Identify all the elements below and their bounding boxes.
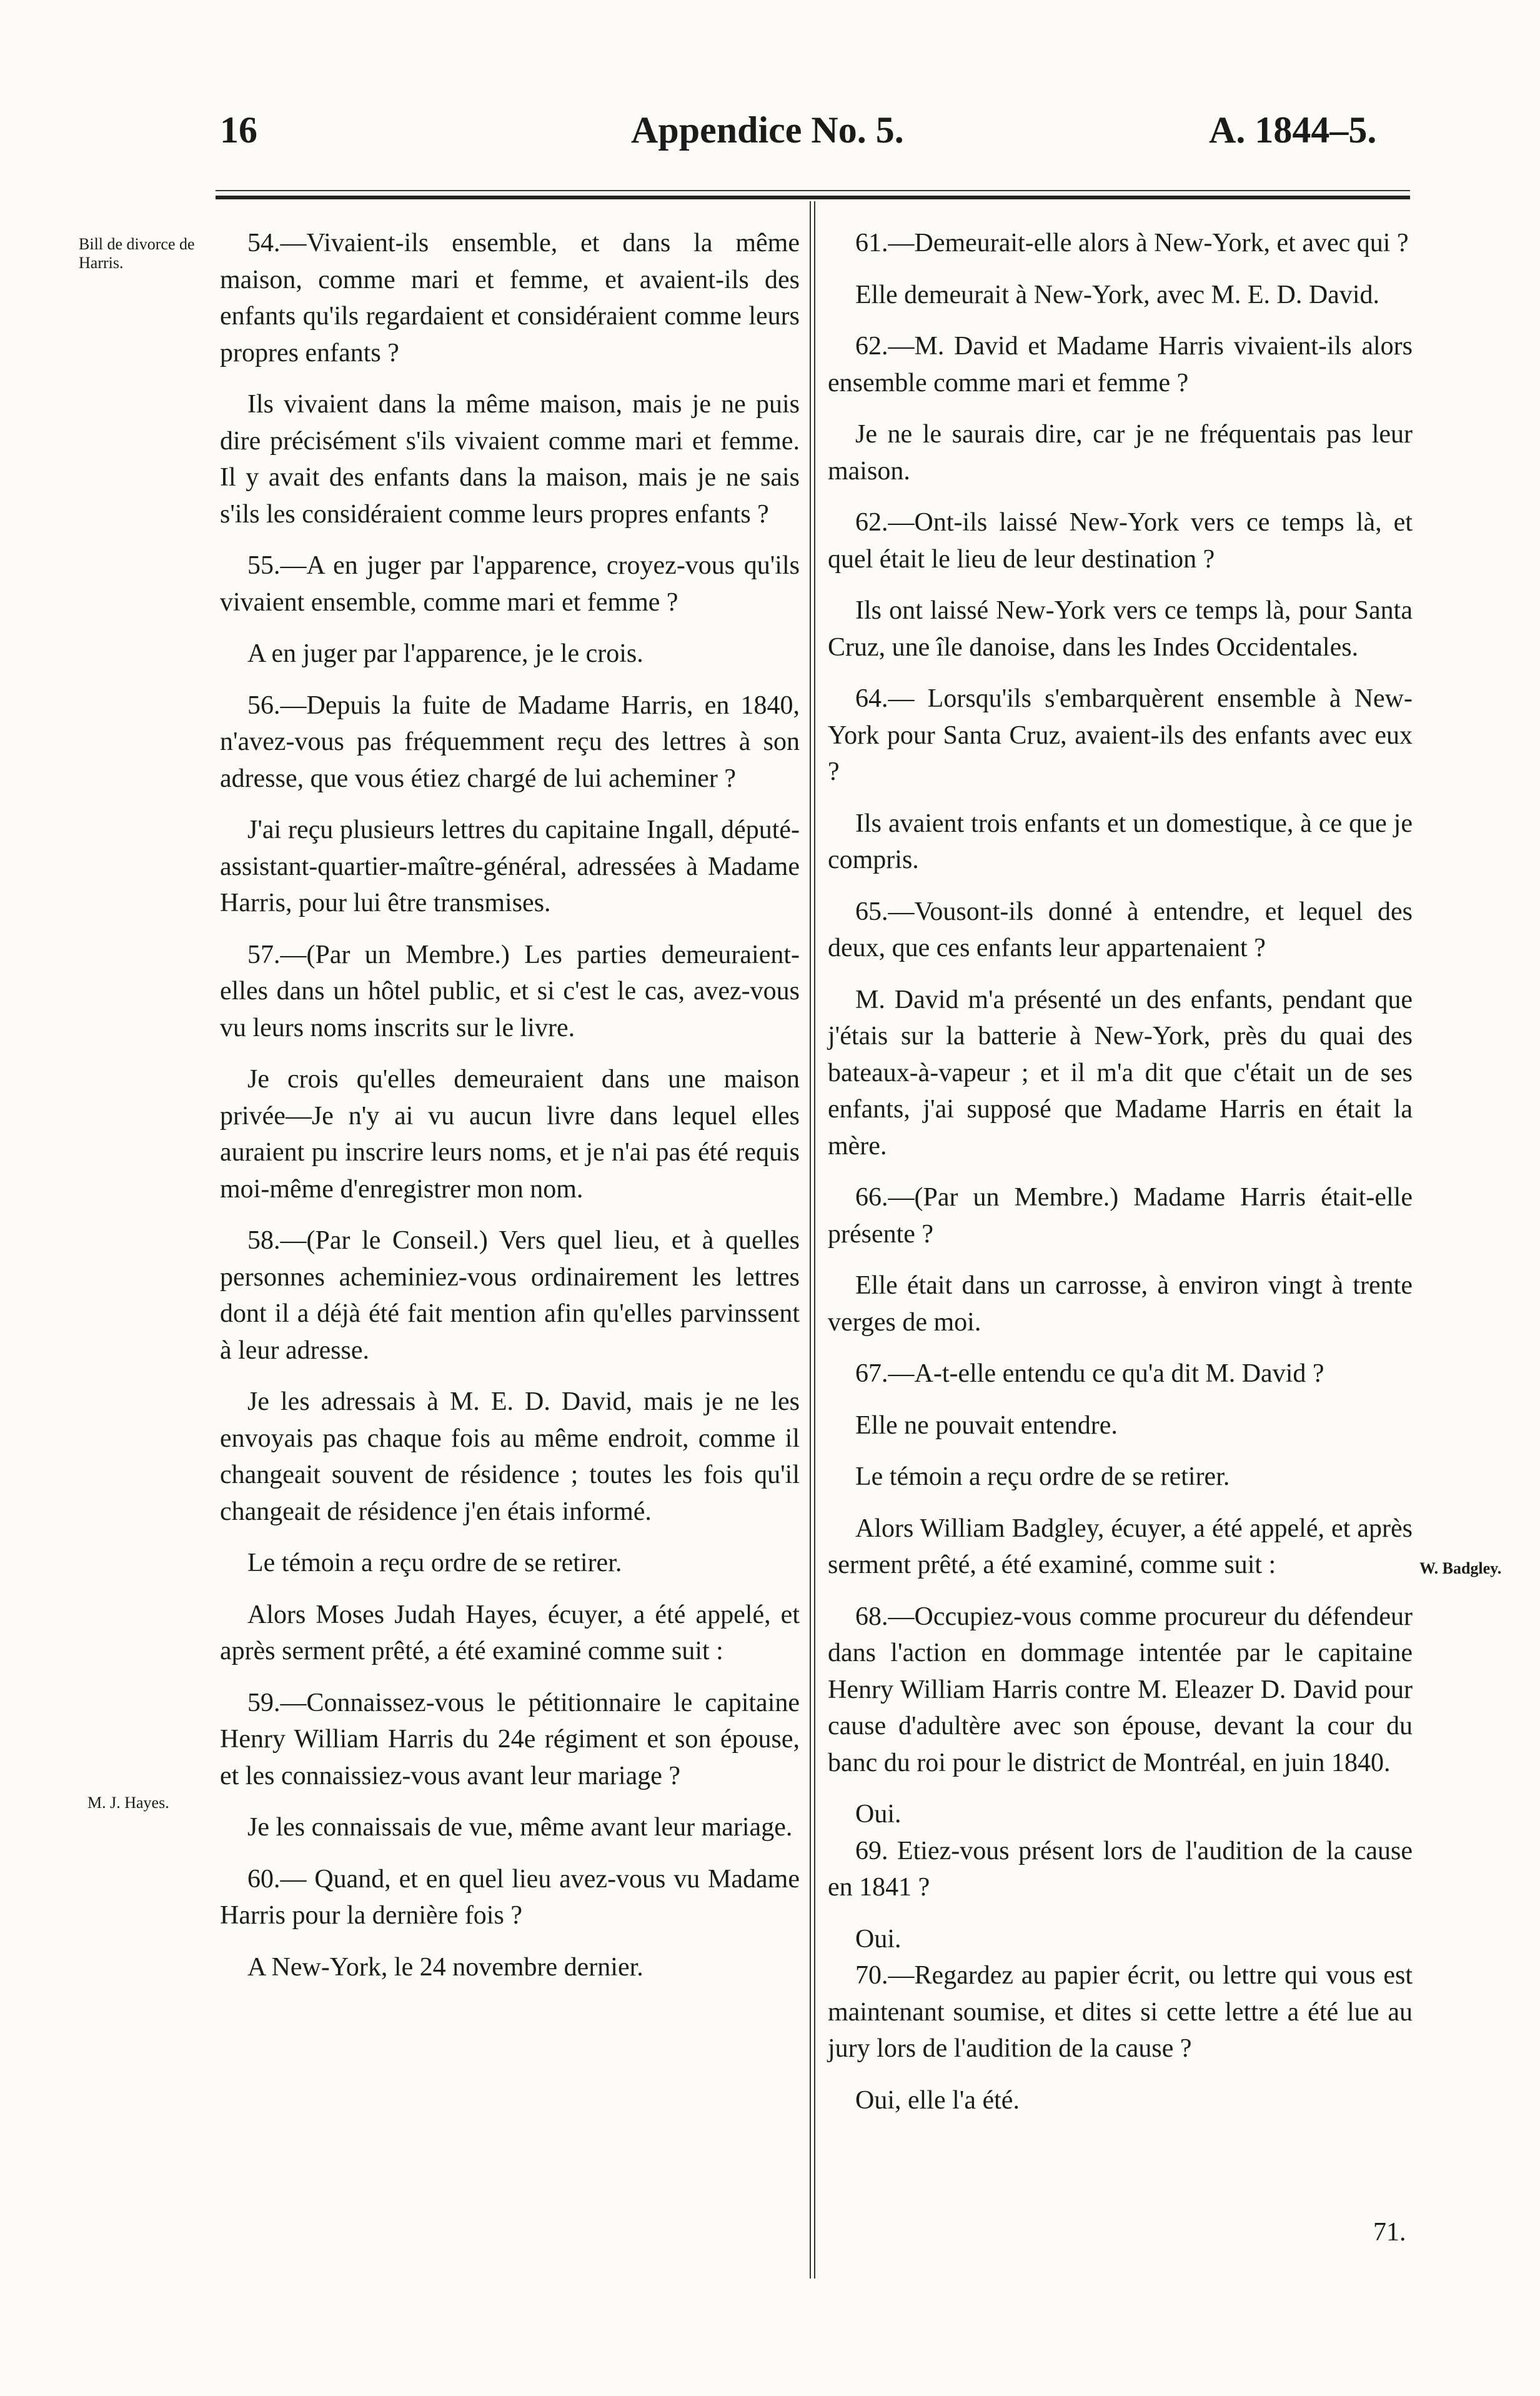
paragraph: 60.— Quand, et en quel lieu avez-vous vu Madame Harris pour la dernière fois ? [220,1864,800,1930]
page-title: Appendice No. 5. [631,109,904,151]
paragraph: 62.—Ont-ils laissé New-York vers ce temps là, et quel était le lieu de leur destination ? [828,508,1413,574]
left-column [220,225,800,2000]
paragraph: A New-York, le 24 novembre dernier. [247,1952,643,1982]
header-rule-thick [216,196,1410,199]
margin-note-harris: Bill de divorce de Harris. [79,235,195,272]
paragraph: Alors Moses Judah Hayes, écuyer, a été appelé, et après serment prêté, a été examiné comme suit : [220,1600,800,1665]
paragraph: 65.—Vousont-ils donné à entendre, et lequel des deux, que ces enfants leur appartenaient ? [828,897,1413,962]
paragraph: 66.—(Par un Membre.) Madame Harris était-elle présente ? [828,1183,1413,1249]
paragraph: Oui. [855,1924,902,1954]
paragraph: Ils avaient trois enfants et un domestique, à ce que je compris. [828,809,1413,874]
paragraph: Elle était dans un carrosse, à environ vingt à trente verges de moi. [828,1271,1413,1337]
paragraph: 64.— Lorsqu'ils s'embarquèrent ensemble à New-York pour Santa Cruz, avaient-ils des enfants avec eux ? [828,684,1413,786]
paragraph: J'ai reçu plusieurs lettres du capitaine Ingall, député-assistant-quartier-maître-général, adressées à Madame Harris, pour lui être transmises. [220,816,800,917]
paragraph: 57.—(Par un Membre.) Les parties demeuraient-elles dans un hôtel public, et si c'est le cas, avez-vous vu leurs noms inscrits sur le livre. [220,940,800,1042]
paragraph: 67.—A-t-elle entendu ce qu'a dit M. David ? [855,1359,1324,1388]
paragraph: 69. Etiez-vous présent lors de l'audition de la cause en 1841 ? [828,1836,1413,1902]
paragraph: 58.—(Par le Conseil.) Vers quel lieu, et à quelles personnes acheminiez-vous ordinairement les lettres dont il a déjà été fait mention afin qu'elles parvinssent à leur adresse. [220,1226,800,1365]
paragraph: Elle demeurait à New-York, avec M. E. D. David. [855,280,1379,309]
page-number: 16 [220,109,257,151]
paragraph: Oui, elle l'a été. [855,2085,1020,2115]
paragraph: 62.—M. David et Madame Harris vivaient-ils alors ensemble comme mari et femme ? [828,332,1413,397]
paragraph: Le témoin a reçu ordre de se retirer. [247,1549,622,1577]
margin-note-hayes: M. J. Hayes. [87,1794,169,1812]
paragraph: A en juger par l'apparence, je le crois. [247,639,643,668]
paragraph: Ils vivaient dans la même maison, mais je ne puis dire précisément s'ils vivaient comme mari et femme. Il y avait des enfants dans la maison, mais je ne sais s'ils les considéraient comme leurs propres enfants ? [220,390,800,529]
paragraph: Elle ne pouvait entendre. [855,1410,1118,1440]
paragraph: 70.—Regardez au papier écrit, ou lettre qui vous est maintenant soumise, et dites si cette lettre a été lue au jury lors de l'audition de la cause ? [828,1961,1413,2063]
paragraph: Je crois qu'elles demeuraient dans une maison privée—Je n'y ai vu aucun livre dans lequel elles auraient pu inscrire leurs noms, et je n'ai pas été requis moi-même d'enregistrer mon nom. [220,1065,800,1204]
signature-mark: 71. [1373,2218,1406,2247]
margin-note-badgley: W. Badgley. [1419,1559,1502,1577]
paragraph: Je les adressais à M. E. D. David, mais je ne les envoyais pas chaque fois au même endroit, comme il changeait souvent de résidence ; toutes les fois qu'il changeait de résidence j'en étais informé. [220,1387,800,1526]
paragraph: Je les connaissais de vue, même avant leur mariage. [247,1813,793,1842]
paragraph: Je ne le saurais dire, car je ne fréquentais pas leur maison. [828,420,1413,486]
paragraph: Oui. [855,1800,902,1829]
paragraph: 68.—Occupiez-vous comme procureur du défendeur dans l'action en dommage intentée par le capitaine Henry William Harris contre M. Eleazer D. David pour cause d'adultère avec son épouse, devant la cour du banc du roi pour le district de Montréal, en juin 1840. [828,1602,1413,1777]
column-divider [810,201,815,2279]
header-rule-thin [216,190,1410,191]
paragraph: 54.—Vivaient-ils ensemble, et dans la même maison, comme mari et femme, et avaient-ils des enfants qu'ils regardaient et considéraient comme leurs propres enfants ? [220,229,800,367]
paragraph: M. David m'a présenté un des enfants, pendant que j'étais sur la batterie à New-York, près du quai des bateaux-à-vapeur ; et il m'a dit que c'était un de ses enfants, j'ai supposé que Madame Harris en était la mère. [828,985,1413,1161]
session-label: A. 1844–5. [1209,109,1377,151]
paragraph: Le témoin a reçu ordre de se retirer. [855,1462,1230,1491]
paragraph: 61.—Demeurait-elle alors à New-York, et avec qui ? [855,229,1409,257]
right-column [828,225,1413,2134]
paragraph: Ils ont laissé New-York vers ce temps là, pour Santa Cruz, une île danoise, dans les Indes Occidentales. [828,596,1413,662]
paragraph: Alors William Badgley, écuyer, a été appelé, et après serment prêté, a été examiné, comme suit : [828,1514,1413,1579]
paragraph: 56.—Depuis la fuite de Madame Harris, en 1840, n'avez-vous pas fréquemment reçu des lettres à son adresse, que vous étiez chargé de lui acheminer ? [220,691,800,793]
paragraph: 55.—A en juger par l'apparence, croyez-vous qu'ils vivaient ensemble, comme mari et femme ? [220,551,800,617]
paragraph: 59.—Connaissez-vous le pétitionnaire le capitaine Henry William Harris du 24e régiment et son épouse, et les connaissiez-vous avant leur mariage ? [220,1688,800,1790]
